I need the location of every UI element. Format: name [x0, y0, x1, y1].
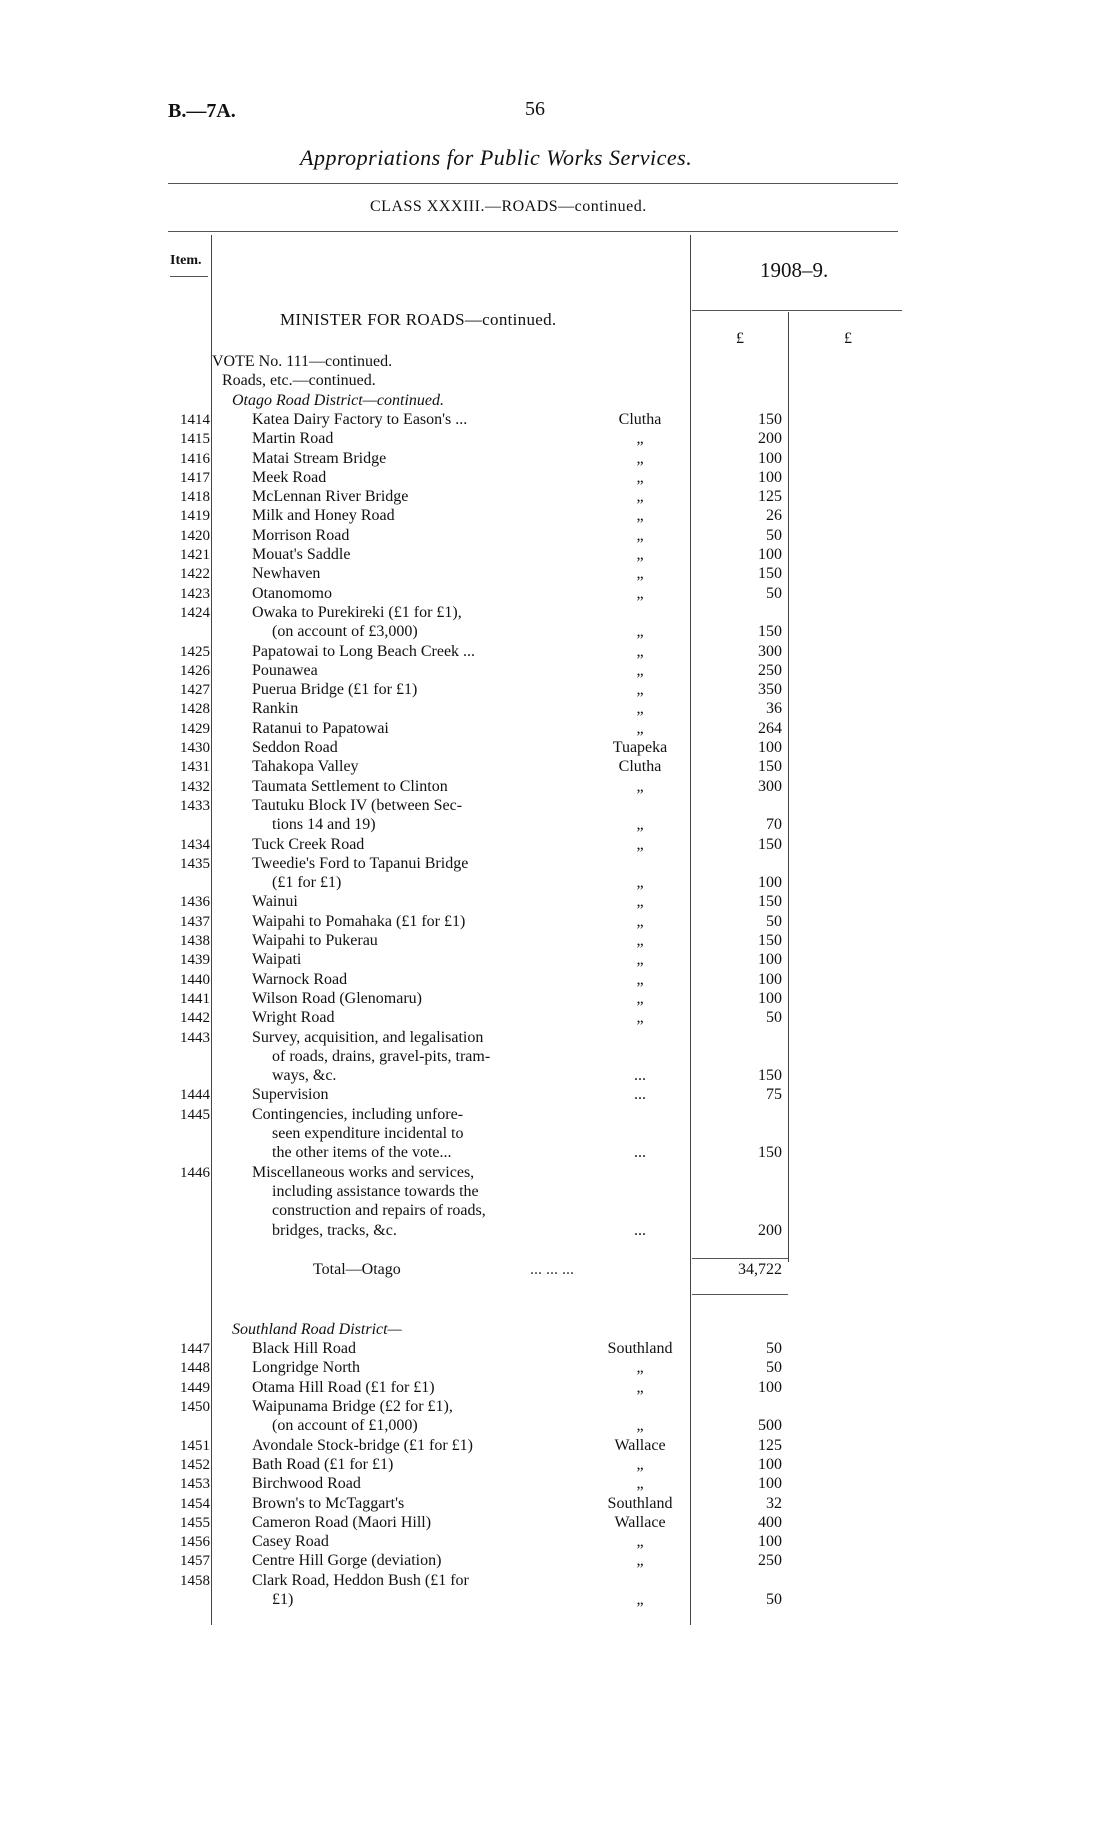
class-heading: CLASS XXXIII.—ROADS—continued.: [370, 198, 647, 215]
item-description: (£1 for £1): [272, 874, 342, 892]
item-amount: 200: [758, 1221, 782, 1239]
otago-total-amount: 34,722: [738, 1260, 782, 1278]
item-district: „: [636, 1475, 644, 1493]
item-amount: 150: [758, 565, 782, 583]
item-number: 1416: [180, 450, 210, 467]
item-district: „: [636, 816, 644, 834]
item-amount: 100: [758, 1533, 782, 1551]
currency-header-1: £: [736, 330, 744, 347]
item-description: including assistance towards the: [272, 1182, 479, 1200]
item-description: of roads, drains, gravel-pits, tram-: [272, 1047, 491, 1065]
item-number: 1436: [180, 894, 210, 911]
item-description: Katea Dairy Factory to Eason's ...: [252, 410, 468, 428]
item-amount: 264: [758, 719, 782, 737]
item-district: „: [636, 719, 644, 737]
total-rule-top: [692, 1258, 788, 1259]
table-row: [0, 1532, 1114, 1552]
table-row: [0, 526, 1114, 546]
item-district: „: [636, 681, 644, 699]
item-description: Survey, acquisition, and legalisation: [252, 1028, 484, 1046]
table-row: [0, 1028, 1114, 1048]
table-row: [0, 931, 1114, 951]
table-row: [0, 950, 1114, 970]
item-number: 1444: [180, 1087, 210, 1104]
item-district: ...: [634, 1067, 646, 1085]
item-number: 1434: [180, 836, 210, 853]
item-description: Owaka to Purekireki (£1 for £1),: [252, 603, 462, 621]
table-row: [0, 603, 1114, 623]
item-amount: 150: [758, 893, 782, 911]
item-number: 1454: [180, 1495, 210, 1512]
item-description: Rankin: [252, 700, 299, 718]
table-row: [0, 1590, 1114, 1610]
item-description: Mouat's Saddle: [252, 546, 351, 563]
table-row: [0, 1494, 1114, 1514]
item-number: 1432: [180, 778, 210, 795]
table-row: [0, 1066, 1114, 1086]
southland-district-heading: Southland Road District—: [232, 1320, 402, 1338]
item-amount: 100: [758, 1378, 782, 1396]
table-row: [0, 564, 1114, 584]
item-number: 1449: [180, 1379, 210, 1396]
item-district: Wallace: [614, 1436, 666, 1454]
item-number: 1439: [180, 952, 210, 969]
item-number: 1440: [180, 971, 210, 988]
vote-heading: VOTE No. 111—continued.: [212, 353, 393, 370]
table-row: [0, 1201, 1114, 1221]
item-district: „: [636, 1591, 644, 1608]
table-row: [0, 1513, 1114, 1533]
item-description: Tuck Creek Road: [252, 835, 365, 853]
item-description: Contingencies, including unfore-: [252, 1105, 464, 1123]
item-description: ways, &c.: [272, 1067, 337, 1085]
table-row: [0, 622, 1114, 642]
item-description: Morrison Road: [252, 526, 350, 544]
item-amount: 50: [766, 1359, 782, 1377]
item-description: Papatowai to Long Beach Creek ...: [252, 642, 476, 660]
item-amount: 150: [758, 932, 782, 949]
item-number: 1457: [180, 1553, 210, 1570]
item-amount: 75: [766, 1086, 782, 1104]
table-row: [0, 738, 1114, 758]
item-number: 1429: [180, 720, 210, 737]
item-number: 1446: [180, 1164, 210, 1181]
table-row: [0, 1358, 1114, 1378]
item-description: Centre Hill Gorge (deviation): [252, 1552, 442, 1570]
table-row: [0, 1143, 1114, 1163]
item-amount: 300: [758, 777, 782, 795]
item-number: 1415: [180, 431, 210, 448]
table-row: [0, 1008, 1114, 1028]
item-district: „: [636, 1533, 644, 1551]
item-amount: 100: [758, 970, 782, 988]
item-description: (on account of £3,000): [272, 623, 418, 641]
item-description: Seddon Road: [252, 739, 338, 756]
table-row: [0, 815, 1114, 835]
minister-heading: MINISTER FOR ROADS—continued.: [280, 310, 557, 329]
currency-header-2: £: [844, 330, 852, 347]
item-number: 1448: [180, 1360, 210, 1377]
table-row: [0, 1047, 1114, 1067]
item-description: Waipati: [252, 951, 302, 969]
item-amount: 50: [766, 584, 782, 602]
item-number: 1422: [180, 566, 210, 583]
table-row: [0, 912, 1114, 932]
item-district: „: [636, 449, 644, 467]
section-code: B.—7A.: [168, 100, 236, 122]
item-description: Bath Road (£1 for £1): [252, 1455, 394, 1473]
item-amount: 36: [766, 700, 782, 718]
table-row: [0, 1105, 1114, 1125]
item-number: 1442: [180, 1010, 210, 1027]
item-description: Black Hill Road: [252, 1340, 356, 1358]
table-row: [0, 989, 1114, 1009]
item-district: Clutha: [618, 758, 662, 776]
table-row: [0, 892, 1114, 912]
item-number: 1433: [180, 797, 210, 814]
item-amount: 400: [758, 1513, 782, 1531]
table-row: [0, 1551, 1114, 1571]
item-district: „: [636, 777, 644, 795]
item-description: Taumata Settlement to Clinton: [252, 777, 448, 795]
table-row: [0, 757, 1114, 777]
item-amount: 100: [758, 989, 782, 1007]
table-row: [0, 1320, 1114, 1340]
item-description: £1): [272, 1591, 294, 1608]
item-description: Waipahi to Pukerau: [252, 932, 378, 949]
item-district: „: [636, 565, 644, 583]
table-row: [0, 487, 1114, 507]
item-description: Milk and Honey Road: [252, 507, 395, 525]
table-row: [0, 1571, 1114, 1591]
table-row: [0, 1182, 1114, 1202]
item-amount: 50: [766, 1591, 782, 1608]
item-description: Avondale Stock-bridge (£1 for £1): [252, 1436, 473, 1454]
item-amount: 100: [758, 1455, 782, 1473]
otago-total-label: Total—Otago: [313, 1260, 401, 1278]
item-amount: 150: [758, 623, 782, 641]
item-number: 1418: [180, 489, 210, 506]
item-number: 1426: [180, 662, 210, 679]
item-amount: 100: [758, 468, 782, 486]
item-description: Wilson Road (Glenomaru): [252, 989, 422, 1007]
table-row: [0, 468, 1114, 488]
table-row: [0, 796, 1114, 816]
item-description: Miscellaneous works and services,: [252, 1163, 475, 1181]
item-district: „: [636, 546, 644, 563]
page-number: 56: [525, 98, 545, 120]
item-district: ...: [634, 1144, 646, 1162]
item-district: „: [636, 989, 644, 1007]
item-district: Clutha: [618, 410, 662, 428]
table-row: [0, 1416, 1114, 1436]
year-header: 1908–9.: [760, 258, 829, 282]
item-description: Wright Road: [252, 1009, 335, 1027]
item-number: 1424: [180, 604, 210, 621]
item-description: Tautuku Block IV (between Sec-: [252, 796, 463, 814]
item-district: „: [636, 874, 644, 892]
item-description: tions 14 and 19): [272, 816, 376, 834]
item-district: „: [636, 893, 644, 911]
item-amount: 350: [758, 681, 782, 699]
item-district: Tuapeka: [612, 739, 668, 756]
item-district: „: [636, 1552, 644, 1570]
item-description: Clark Road, Heddon Bush (£1 for: [252, 1571, 469, 1589]
item-number: 1445: [180, 1106, 210, 1123]
item-district: Southland: [607, 1340, 673, 1358]
item-amount: 50: [766, 912, 782, 930]
item-amount: 300: [758, 642, 782, 660]
item-number: 1450: [180, 1399, 210, 1415]
roads-heading: Roads, etc.—continued.: [222, 372, 376, 390]
item-number: 1438: [180, 933, 210, 949]
total-rule-bottom: [692, 1294, 788, 1295]
item-description: Meek Road: [252, 468, 327, 486]
item-amount: 100: [758, 739, 782, 756]
table-row: [0, 699, 1114, 719]
table-row: [0, 429, 1114, 449]
item-district: „: [636, 507, 644, 525]
item-number: 1447: [180, 1341, 210, 1358]
item-amount: 100: [758, 1475, 782, 1493]
item-amount: 50: [766, 1009, 782, 1027]
item-amount: 150: [758, 758, 782, 776]
item-amount: 250: [758, 661, 782, 679]
item-amount: 100: [758, 546, 782, 563]
table-row: [0, 1260, 1114, 1280]
item-district: „: [636, 1009, 644, 1027]
item-description: (on account of £1,000): [272, 1417, 418, 1435]
item-description: Tweedie's Ford to Tapanui Bridge: [252, 854, 469, 872]
table-row: [0, 584, 1114, 604]
item-district: „: [636, 932, 644, 949]
table-row: [0, 680, 1114, 700]
item-district: „: [636, 700, 644, 718]
item-district: „: [636, 1378, 644, 1396]
item-district: „: [636, 951, 644, 969]
table-row: [0, 1436, 1114, 1456]
table-row: [0, 642, 1114, 662]
table-row: [0, 719, 1114, 739]
item-amount: 70: [766, 816, 782, 834]
item-description: construction and repairs of roads,: [272, 1202, 486, 1220]
item-number: 1427: [180, 682, 210, 699]
item-number: 1421: [180, 547, 210, 563]
item-number: 1455: [180, 1514, 210, 1531]
item-district: „: [636, 430, 644, 448]
table-row: [0, 391, 1114, 411]
item-amount: 250: [758, 1552, 782, 1570]
table-row: [0, 1085, 1114, 1105]
item-amount: 125: [758, 488, 782, 506]
item-number: 1452: [180, 1456, 210, 1473]
item-district: „: [636, 835, 644, 853]
table-row: [0, 777, 1114, 797]
item-district: „: [636, 642, 644, 660]
item-amount: 150: [758, 1067, 782, 1085]
table-row: [0, 1221, 1114, 1241]
item-description: Warnock Road: [252, 970, 348, 988]
item-column-header: Item.: [170, 253, 202, 268]
item-district: „: [636, 661, 644, 679]
item-amount: 500: [758, 1417, 782, 1435]
item-description: Waipahi to Pomahaka (£1 for £1): [252, 912, 466, 930]
table-row: [0, 1474, 1114, 1494]
item-district: Southland: [607, 1494, 673, 1512]
item-amount: 150: [758, 835, 782, 853]
item-description: the other items of the vote...: [272, 1144, 452, 1162]
table-row: [0, 1163, 1114, 1183]
item-number: 1414: [180, 411, 210, 428]
item-district: ...: [634, 1221, 646, 1239]
item-district: „: [636, 912, 644, 930]
item-description: Martin Road: [252, 430, 334, 448]
item-number: 1435: [180, 855, 210, 872]
item-number: 1431: [180, 759, 210, 776]
item-description: Casey Road: [252, 1533, 329, 1551]
item-district: „: [636, 623, 644, 641]
item-amount: 100: [758, 951, 782, 969]
item-description: Cameron Road (Maori Hill): [252, 1513, 432, 1531]
table-row: [0, 661, 1114, 681]
item-description: Pounawea: [252, 661, 318, 679]
item-description: Newhaven: [252, 565, 321, 583]
item-district: „: [636, 1359, 644, 1377]
item-number: 1441: [180, 990, 210, 1007]
item-number: 1443: [180, 1029, 210, 1046]
item-number: 1451: [180, 1437, 210, 1454]
item-amount: 150: [758, 410, 782, 428]
item-district: „: [636, 584, 644, 602]
table-row: [0, 873, 1114, 893]
table-row: [0, 1397, 1114, 1417]
table-row: [0, 1455, 1114, 1475]
item-number: 1425: [180, 643, 210, 660]
item-number: 1417: [180, 469, 210, 486]
otago-total-dots: ... ... ...: [530, 1260, 574, 1278]
table-row: [0, 506, 1114, 526]
item-number: 1430: [180, 740, 210, 756]
item-description: Birchwood Road: [252, 1475, 361, 1493]
item-description: Supervision: [252, 1086, 329, 1104]
table-row: [0, 545, 1114, 565]
item-amount: 26: [766, 507, 782, 525]
otago-district-heading: Otago Road District—continued.: [232, 391, 444, 409]
item-number: 1456: [180, 1534, 210, 1551]
item-number: 1420: [180, 527, 210, 544]
item-district: Wallace: [614, 1513, 666, 1531]
table-row: [0, 1378, 1114, 1398]
table-row: [0, 1124, 1114, 1144]
item-description: Brown's to McTaggart's: [252, 1494, 405, 1512]
item-number: 1458: [180, 1572, 210, 1589]
item-amount: 200: [758, 430, 782, 448]
item-description: Waipunama Bridge (£2 for £1),: [252, 1398, 453, 1415]
item-district: „: [636, 488, 644, 506]
item-amount: 150: [758, 1144, 782, 1162]
item-amount: 100: [758, 449, 782, 467]
item-district: ...: [634, 1086, 646, 1104]
item-district: „: [636, 526, 644, 544]
table-row: [0, 854, 1114, 874]
table-row: [0, 371, 1114, 391]
item-description: Wainui: [252, 893, 298, 911]
item-description: seen expenditure incidental to: [272, 1125, 464, 1142]
item-district: „: [636, 1455, 644, 1473]
table-row: [0, 1339, 1114, 1359]
item-number: 1423: [180, 585, 210, 602]
item-district: „: [636, 1417, 644, 1435]
table-row: [0, 970, 1114, 990]
table-row: [0, 835, 1114, 855]
item-number: 1419: [180, 508, 210, 525]
item-number: 1437: [180, 913, 210, 930]
item-description: Matai Stream Bridge: [252, 449, 387, 467]
item-description: Puerua Bridge (£1 for £1): [252, 681, 418, 699]
item-district: „: [636, 468, 644, 486]
item-amount: 50: [766, 1340, 782, 1358]
table-row: [0, 410, 1114, 430]
item-description: Tahakopa Valley: [252, 758, 359, 776]
item-number: 1428: [180, 701, 210, 718]
item-amount: 32: [766, 1494, 782, 1512]
item-description: Otama Hill Road (£1 for £1): [252, 1378, 435, 1396]
item-amount: 50: [766, 526, 782, 544]
item-amount: 125: [758, 1436, 782, 1454]
item-description: McLennan River Bridge: [252, 488, 409, 506]
item-number: 1453: [180, 1476, 210, 1493]
item-amount: 100: [758, 874, 782, 892]
item-description: Ratanui to Papatowai: [252, 719, 389, 737]
item-district: „: [636, 970, 644, 988]
item-description: Otanomomo: [252, 584, 332, 602]
table-row: [0, 449, 1114, 469]
page-title: Appropriations for Public Works Services.: [300, 145, 693, 170]
item-description: bridges, tracks, &c.: [272, 1221, 397, 1239]
table-row: [0, 352, 1114, 372]
item-description: Longridge North: [252, 1359, 360, 1377]
